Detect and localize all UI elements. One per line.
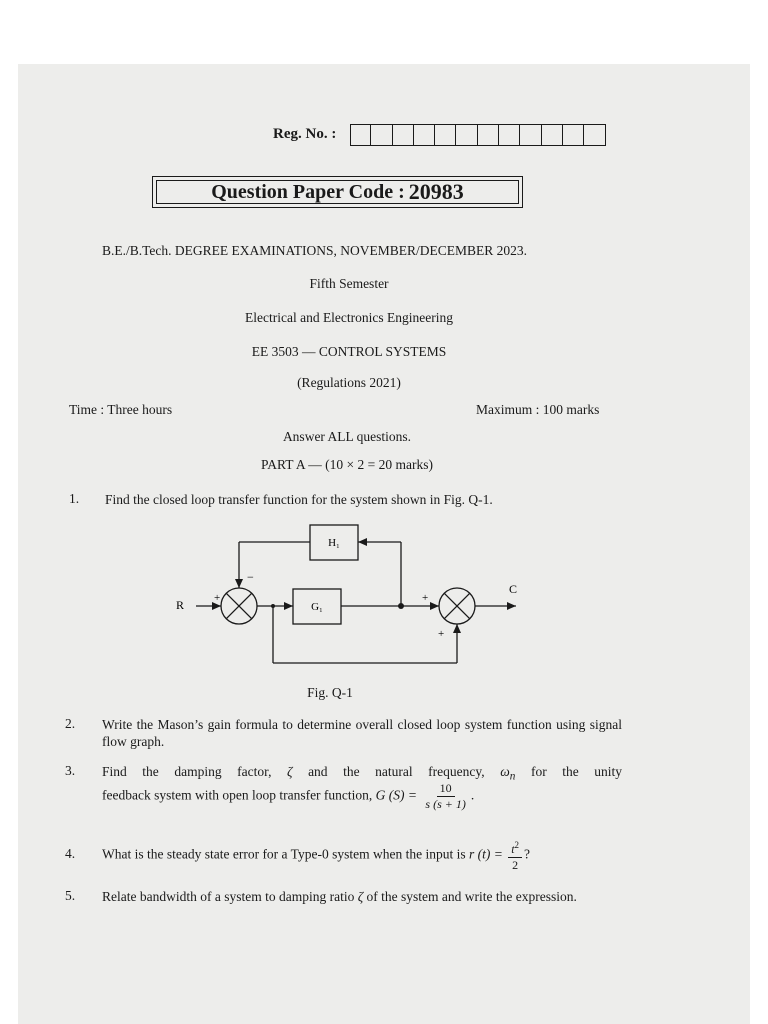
max-marks: Maximum : 100 marks	[476, 402, 600, 417]
transfer-function: G (S) =	[375, 787, 418, 803]
course-title: EE 3503 — CONTROL SYSTEMS	[251, 344, 447, 359]
reg-no-digit-box[interactable]	[371, 124, 392, 146]
plus-sign: +	[422, 592, 429, 604]
fraction: $\frac{t^2}{2}$	[508, 838, 522, 873]
time-duration: Time : Three hours	[69, 402, 173, 417]
reg-no-digit-box[interactable]	[350, 124, 371, 146]
question-text: Find the damping factor, ζ and the natural frequency, $\omega_n$ for the unity	[102, 764, 623, 783]
question-number: 3.	[65, 763, 76, 778]
zeta-symbol: ζ	[357, 889, 364, 904]
reg-no-label: Reg. No. :	[273, 126, 337, 142]
plus-sign: +	[438, 628, 445, 640]
question-text: Write the Mason’s gain formula to determine overall closed loop system function using signal flow graph.	[102, 717, 622, 749]
reg-no-boxes[interactable]	[350, 124, 606, 146]
omega-symbol: ω	[500, 764, 510, 779]
output-label-c: C	[509, 582, 518, 596]
block-diagram-figure	[0, 515, 768, 705]
question-number: 2.	[65, 716, 76, 731]
question-text: feedback system with open loop transfer function, G (S) = $\frac{10}{s (s + 1)}$ .	[102, 781, 475, 811]
reg-no-digit-box[interactable]	[456, 124, 477, 146]
instruction: Answer ALL questions.	[282, 429, 412, 444]
reg-no-digit-box[interactable]	[393, 124, 414, 146]
code-number: 20983	[408, 179, 464, 204]
semester: Fifth Semester	[309, 276, 389, 291]
zeta-symbol: ζ	[287, 764, 293, 779]
exam-title: B.E./B.Tech. DEGREE EXAMINATIONS, NOVEMBER/DECEMBER 2023.	[102, 243, 528, 258]
regulations: (Regulations 2021)	[297, 375, 401, 390]
reg-no-digit-box[interactable]	[435, 124, 456, 146]
department: Electrical and Electronics Engineering	[244, 310, 454, 325]
g1-label: G₁	[311, 601, 323, 613]
reg-no-digit-box[interactable]	[563, 124, 584, 146]
question-number: 5.	[65, 888, 76, 903]
plus-sign: +	[214, 592, 221, 604]
question-number: 4.	[65, 846, 76, 861]
reg-no-digit-box[interactable]	[520, 124, 541, 146]
part-heading: PART A — (10 × 2 = 20 marks)	[261, 457, 433, 472]
reg-no-digit-box[interactable]	[478, 124, 499, 146]
question-text: What is the steady state error for a Type-0 system when the input is r (t) = $\frac{t^2}{2}$ ?	[102, 840, 531, 872]
question-text: Find the closed loop transfer function for the system shown in Fig. Q-1.	[105, 492, 493, 507]
code-label: Question Paper Code :	[211, 180, 405, 203]
figure-caption: Fig. Q-1	[307, 685, 353, 700]
input-label-r: R	[176, 597, 185, 612]
input-function: r (t) =	[468, 846, 503, 862]
reg-no-digit-box[interactable]	[499, 124, 520, 146]
question-text: Relate bandwidth of a system to damping ratio ζ of the system and write the expression.	[102, 889, 577, 904]
minus-sign: −	[247, 570, 254, 584]
question-number: 1.	[69, 491, 80, 506]
reg-no-digit-box[interactable]	[584, 124, 605, 146]
reg-no-digit-box[interactable]	[414, 124, 435, 146]
h1-label: H₁	[328, 537, 340, 549]
question-paper-code-box	[152, 176, 523, 208]
fraction: $\frac{10}{s (s + 1)}$	[425, 781, 466, 811]
reg-no-digit-box[interactable]	[542, 124, 563, 146]
